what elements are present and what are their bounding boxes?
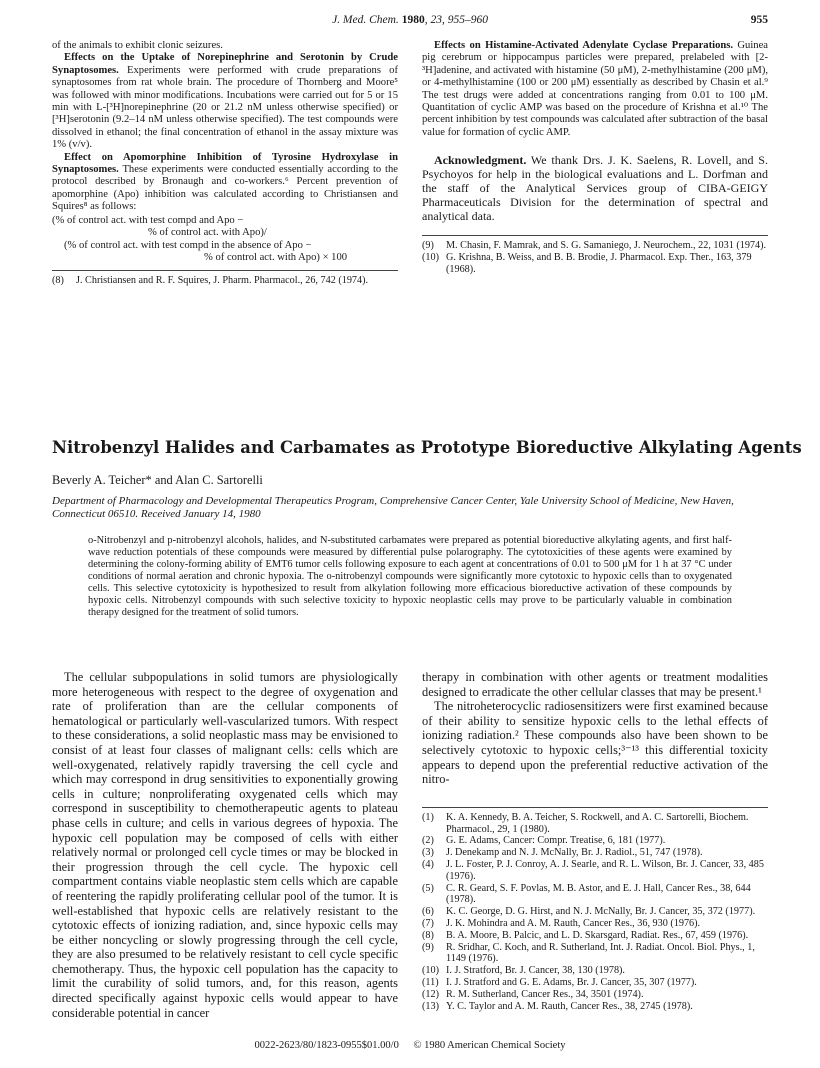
reference-number: (3)	[422, 847, 434, 859]
reference-text: J. K. Mohindra and A. M. Rauth, Cancer Res., 36, 930 (1976).	[446, 917, 701, 929]
reference-text: I. J. Stratford, Br. J. Cancer, 38, 130 (1978).	[446, 965, 625, 977]
reference-item	[422, 883, 768, 907]
paragraph	[52, 52, 398, 151]
reference-text: G. E. Adams, Cancer: Compr. Treatise, 6, 181 (1977).	[446, 835, 666, 847]
reference-item	[422, 835, 768, 847]
reference-number: (10)	[422, 965, 439, 977]
acknowledgment-text: We thank Drs. J. K. Saelens, R. Lovell, and S. Psychoyos for help in the biological evaluations and L. Dorfman and the staff of the Analytical Services group of CIBA-GEIGY Pharmaceuticals Division for the determination of spectral and analytical data.	[422, 153, 768, 224]
formula-line: (% of control act. with test compd in the absence of Apo −	[64, 239, 312, 251]
reference-number: (4)	[422, 858, 434, 870]
reference-text: G. Krishna, B. Weiss, and B. B. Brodie, J. Pharmacol. Exp. Ther., 163, 379 (1968).	[446, 252, 752, 275]
section-heading: Effects on Histamine-Activated Adenylate Cyclase Preparations.	[434, 40, 734, 51]
reference-number: (8)	[422, 929, 434, 941]
paragraph	[422, 40, 768, 139]
reference-text: R. Sridhar, C. Koch, and R. Sutherland, Int. J. Radiat. Oncol. Biol. Phys., 1, 1149 (1976).	[446, 941, 755, 965]
running-header	[0, 14, 820, 26]
reference-item	[52, 275, 398, 287]
article-title: Nitrobenzyl Halides and Carbamates as Prototype Bioreductive Alkylating Agents	[52, 438, 802, 457]
page-number: 955	[750, 14, 768, 26]
reference-number: (10)	[422, 252, 439, 264]
reference-item	[422, 942, 768, 966]
acknowledgment	[422, 153, 768, 223]
reference-number: (12)	[422, 988, 439, 1000]
previous-article-right-column	[422, 40, 768, 276]
reference-text: K. A. Kennedy, B. A. Teicher, S. Rockwell, and A. C. Sartorelli, Biochem. Pharmacol., 29, 1 (1980).	[446, 811, 749, 835]
footnote-divider	[422, 235, 768, 236]
reference-number: (9)	[422, 941, 434, 953]
reference-text: C. R. Geard, S. F. Povlas, M. B. Astor, and E. J. Hall, Cancer Res., 38, 644 (1978).	[446, 882, 751, 906]
paragraph: The nitroheterocyclic radiosensitizers were first examined because of their ability to sensitize hypoxic cells to the lethal effects of ionizing radiation.² These compounds also have been shown to be selectively cytotoxic to hypoxic cells;³⁻¹³ this differential toxicity appears to depend upon the preferential reductive activation of the nitro-	[422, 699, 768, 787]
reference-item	[422, 847, 768, 859]
previous-article-left-column	[52, 40, 398, 287]
formula-line: (% of control act. with test compd and Apo −	[52, 214, 244, 226]
reference-item	[422, 965, 768, 977]
reference-list	[52, 275, 398, 287]
reference-item	[422, 252, 768, 276]
reference-item	[422, 859, 768, 883]
reference-number: (2)	[422, 835, 434, 847]
reference-text: B. A. Moore, B. Palcic, and L. D. Skarsgard, Radiat. Res., 67, 459 (1976).	[446, 929, 749, 941]
reference-text: I. J. Stratford and G. E. Adams, Br. J. Cancer, 35, 307 (1977).	[446, 976, 697, 988]
page-footer	[0, 1040, 820, 1051]
footnote-divider	[52, 270, 398, 271]
reference-item	[422, 1001, 768, 1013]
section-text: Guinea pig cerebrum or hippocampus particles were prepared, prelabeled with [2-³H]adenine, and activated with histamine (50 μM), 2-methylhistamine (200 μM), or 4-methylhistamine (100 or 200 μM) essentially as described by Chasin et al.⁹ The test drugs were added at concentrations ranging from 0.01 to 100 μM. Quantitation of cyclic AMP was based on the procedure of Krishna et al.¹⁰ The percent inhibition by test compounds was calculated after subtraction of the basal value for formation of cyclic AMP.	[422, 40, 768, 138]
copyright: © 1980 American Chemical Society	[413, 1040, 566, 1051]
reference-item	[422, 989, 768, 1001]
reference-item	[422, 930, 768, 942]
reference-number: (6)	[422, 906, 434, 918]
reference-item	[422, 240, 768, 252]
reference-text: Y. C. Taylor and A. M. Rauth, Cancer Res., 38, 2745 (1978).	[446, 1000, 693, 1012]
reference-text: K. C. George, D. G. Hirst, and N. J. McNally, Br. J. Cancer, 35, 372 (1977).	[446, 906, 756, 918]
section-heading: Effects on the Uptake of Norepinephrine and Serotonin by Crude Synaptosomes.	[52, 52, 398, 76]
volume-pages: , 23, 955–960	[424, 14, 488, 26]
paragraph: of the animals to exhibit clonic seizures.	[52, 40, 223, 51]
reference-item	[422, 918, 768, 930]
paragraph: therapy in combination with other agents or treatment modalities designed to erradicate the other cellular classes that may be present.¹	[422, 670, 768, 699]
reference-item	[422, 977, 768, 989]
body-left-column	[52, 670, 398, 1020]
formula-line: % of control act. with Apo) × 100	[204, 251, 348, 263]
reference-item	[422, 906, 768, 918]
reference-number: (13)	[422, 1000, 439, 1012]
reference-text: J. Denekamp and N. J. McNally, Br. J. Radiol., 51, 747 (1978).	[446, 847, 703, 859]
reference-list	[422, 240, 768, 275]
article-affiliation: Department of Pharmacology and Developmental Therapeutics Program, Comprehensive Cancer Center, Yale University School of Medicine, New Haven, Connecticut 06510. Received January 14, 1980	[52, 495, 734, 520]
journal-year: 1980	[401, 14, 425, 26]
section-heading: Effect on Apomorphine Inhibition of Tyrosine Hydroxylase in Synaptosomes.	[52, 151, 398, 176]
reference-number: (5)	[422, 882, 434, 894]
formula-block	[52, 215, 398, 265]
footnote-divider	[422, 807, 768, 808]
body-right-column	[422, 670, 768, 1012]
acknowledgment-heading: Acknowledgment.	[434, 153, 527, 168]
article-code: 0022-2623/80/1823-0955$01.00/0	[254, 1040, 399, 1051]
reference-item	[422, 812, 768, 836]
paragraph	[52, 152, 398, 214]
section-text: These experiments were conducted essentially according to the protocol described by Bronaugh and co-workers.⁶ Percent prevention of apomorphine (Apo) inhibition was calculated according to Christiansen and Squires⁸ as follows:	[52, 164, 398, 213]
formula-line: % of control act. with Apo)/	[148, 227, 267, 239]
reference-number: (11)	[422, 976, 439, 988]
reference-list	[422, 812, 768, 1013]
article-authors: Beverly A. Teicher* and Alan C. Sartorelli	[52, 473, 263, 487]
reference-text: J. L. Foster, P. J. Conroy, A. J. Searle, and R. L. Wilson, Br. J. Cancer, 33, 485 (1976).	[446, 858, 764, 882]
reference-number: (9)	[422, 240, 434, 252]
reference-text: M. Chasin, F. Mamrak, and S. G. Samaniego, J. Neurochem., 22, 1031 (1974).	[446, 240, 767, 252]
journal-name: J. Med. Chem.	[332, 14, 399, 26]
reference-number: (7)	[422, 917, 434, 929]
reference-text: J. Christiansen and R. F. Squires, J. Pharm. Pharmacol., 26, 742 (1974).	[76, 275, 369, 287]
reference-number: (8)	[52, 275, 64, 287]
reference-text: R. M. Sutherland, Cancer Res., 34, 3501 (1974).	[446, 988, 644, 1000]
reference-number: (1)	[422, 811, 434, 823]
section-text: Experiments were performed with crude preparations of synaptosomes from rat whole brain. The procedure of Thornberg and Moore⁵ was followed with minor modifications. Incubations were carried out for 5 or 15 min with L-[³H]norepinephrine (20 or 21.2 nM unless otherwise specified) or [³H]serotonin (9.2–14 nM unless otherwise specified). The test compounds were dissolved in ethanol; the final concentration of ethanol in the assay mixture was 1% (v/v).	[52, 64, 398, 151]
paragraph: The cellular subpopulations in solid tumors are physiologically more heterogeneous with respect to the degree of oxygenation and rate of proliferation than are the cellular components of hematological or particularly well-vascularized tumors. With respect to these considerations, a solid neoplastic mass may be envisioned to consist of at least four classes of malignant cells: cells which are well-oxygenated, relatively rapidly traversing the cell cycle and which may correspond in drug sensitivities to exponentially growing cells in culture; nonproliferating oxygenated cells which may correspond in susceptibility to chemotherapeutic agents to plateau phase cells in culture; and cells in various degrees of hypoxia. The hypoxic cell population may be composed of cells with either relatively normal or prolonged cell cycle times or may be blocked in their progression through the cell cycle. The hypoxic cell compartment contains viable neoplastic stem cells which are capable of reentering the rapidly proliferating cellular pool of the tumor. It is well-established that hypoxic cells are relatively resistant to the cytotoxic effects of ionizing radiation, and, since hypoxic cells may be either noncycling or slowly progressing through the cell cycle, they are also presumed to be relatively resistant to cell cycle specific chemotherapy. Thus, the hypoxic cell population has the capacity to limit the curability of solid tumors, and, for this reason, agents directed specifically against hypoxic cells would appear to have considerable potential in cancer	[52, 670, 398, 1020]
article-abstract: o-Nitrobenzyl and p-nitrobenzyl alcohols, halides, and N-substituted carbamates were prepared as potential bioreductive alkylating agents, and first half-wave reduction potentials of these compounds were measured by differential pulse polarography. The cytotoxicities of these agents were examined by determining the colony-forming ability of EMT6 tumor cells following exposure to each agent at concentrations of 0.01 to 500 μM for 1 h at 37 °C under conditions of normal aeration and chronic hypoxia. The o-nitrobenzyl compounds were significantly more cytotoxic to hypoxic cells than to oxygenated cells. This selective cytotoxicity is hypothesized to result from alkylation following more efficacious bioreductive activation of these compounds by hypoxic cells. Nitrobenzyl compounds with such selective toxicity to hypoxic neoplastic cells may prove to be particularly valuable in combination therapy designed for the treatment of solid tumors.	[88, 535, 732, 618]
